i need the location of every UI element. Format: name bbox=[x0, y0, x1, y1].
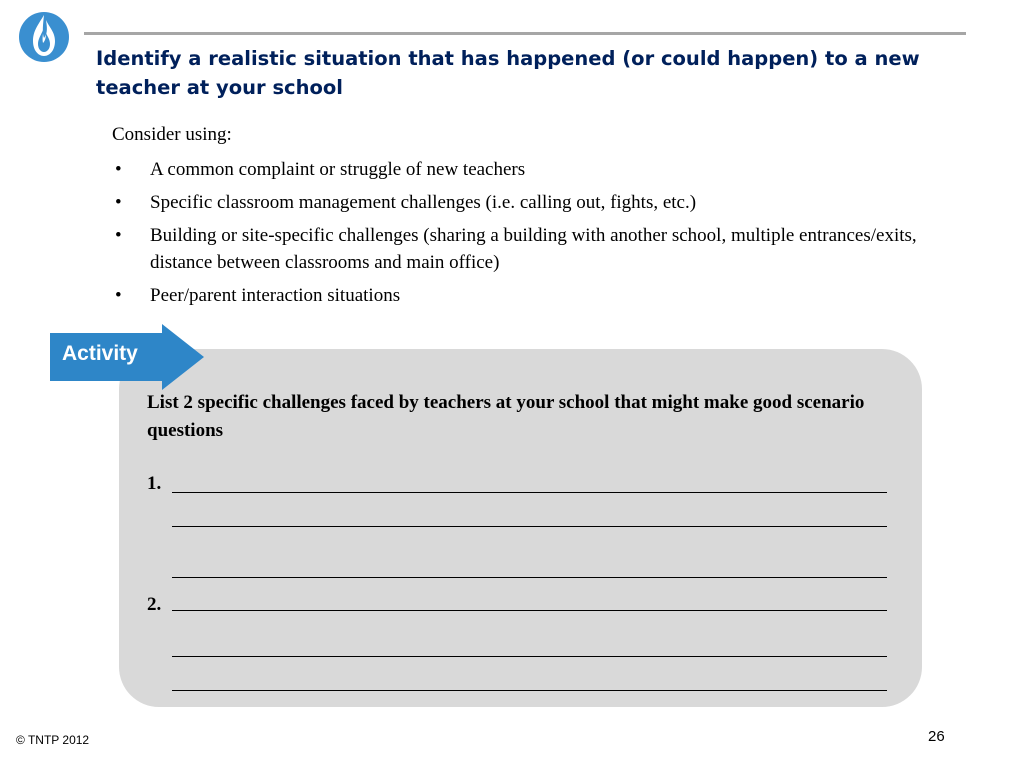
bullet-text: Specific classroom management challenges (i.e. calling out, fights, etc.) bbox=[150, 192, 697, 213]
list-item bbox=[112, 222, 932, 276]
activity-prompt: List 2 specific challenges faced by teachers at your school that might make good scenario questions bbox=[147, 392, 865, 441]
copyright: © TNTP 2012 bbox=[16, 733, 90, 747]
slide-title: Identify a realistic situation that has happened (or could happen) to a new teacher at your school bbox=[96, 47, 920, 99]
header-rule bbox=[84, 32, 966, 35]
list-item bbox=[112, 282, 932, 309]
answer-line bbox=[172, 526, 887, 527]
bullet-marker: • bbox=[115, 159, 122, 180]
bullet-list bbox=[112, 156, 932, 315]
answer-line bbox=[172, 610, 887, 611]
item-number-2: 2. bbox=[147, 594, 162, 615]
bullet-marker: • bbox=[115, 285, 122, 306]
bullet-marker: • bbox=[115, 225, 122, 246]
answer-line bbox=[172, 577, 887, 578]
item-number-1: 1. bbox=[147, 473, 162, 494]
answer-line bbox=[172, 690, 887, 691]
bullet-text: Building or site-specific challenges (sharing a building with another school, multiple entrances/exits, distance between classrooms and main office) bbox=[150, 225, 917, 273]
bullet-marker: • bbox=[115, 192, 122, 213]
answer-line bbox=[172, 492, 887, 493]
answer-line bbox=[172, 656, 887, 657]
list-item bbox=[112, 189, 932, 216]
bullet-text: Peer/parent interaction situations bbox=[150, 285, 401, 306]
intro-text: Consider using: bbox=[112, 124, 232, 145]
bullet-text: A common complaint or struggle of new teachers bbox=[150, 159, 526, 180]
flame-logo-icon bbox=[16, 11, 72, 63]
activity-label: Activity bbox=[62, 342, 138, 365]
page-number: 26 bbox=[928, 728, 945, 745]
list-item bbox=[112, 156, 932, 183]
